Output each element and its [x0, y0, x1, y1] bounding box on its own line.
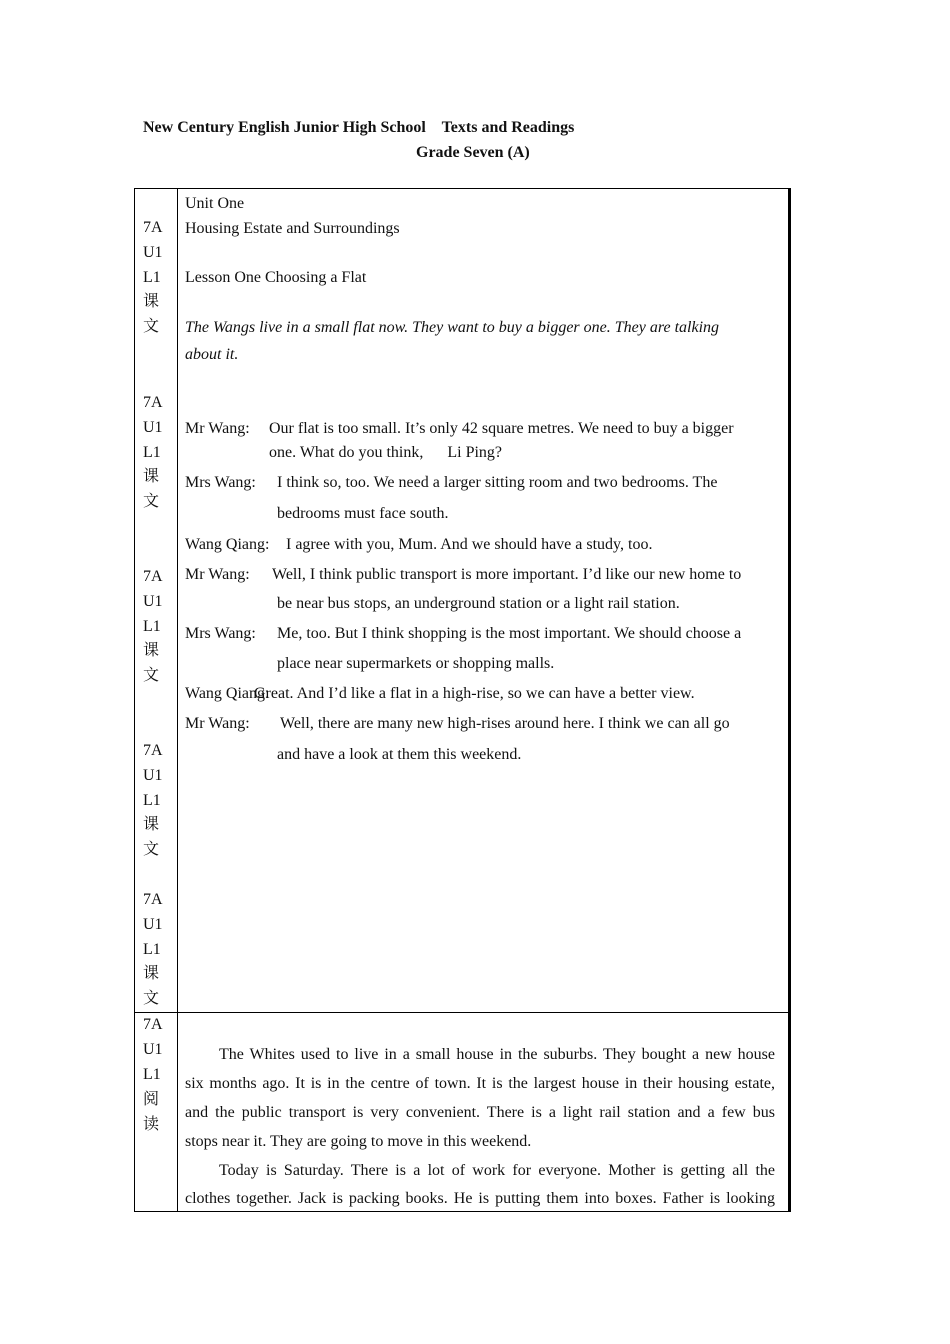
row-label: 7A	[143, 568, 163, 585]
row-label: U1	[143, 418, 163, 436]
reading-line: and the public transport is very convenient. There is a light rail station and a few bus	[185, 1104, 775, 1121]
table-border-left	[134, 188, 135, 1212]
dialogue-line: bedrooms must face south.	[277, 505, 449, 522]
document-subtitle: Grade Seven (A)	[416, 144, 530, 161]
dialogue-line: one. What do you think, Li Ping?	[269, 444, 503, 461]
speaker-label: Mr Wang:	[185, 566, 250, 583]
table-border-right	[788, 188, 791, 1212]
row-label: L1	[143, 1066, 161, 1083]
row-label: L1	[143, 617, 161, 635]
row-label: 课	[143, 642, 160, 660]
intro-line: about it.	[185, 346, 239, 363]
row-label: 文	[143, 667, 160, 685]
row-label: 7A	[143, 742, 163, 759]
row-label: 文	[143, 841, 160, 859]
row-label: 文	[143, 990, 160, 1008]
speaker-label: Wang Qiang:	[185, 536, 270, 553]
row-label: 课	[143, 293, 160, 311]
table-border-bottom	[134, 1211, 791, 1212]
speaker-label: Mr Wang:	[185, 715, 250, 732]
unit-title: Housing Estate and Surroundings	[185, 220, 400, 237]
row-label: 7A	[143, 1016, 163, 1033]
speaker-label: Mr Wang:	[185, 420, 250, 437]
reading-line: stops near it. They are going to move in this weekend.	[185, 1133, 532, 1150]
row-label: 课	[143, 468, 160, 486]
row-label: L1	[143, 268, 161, 286]
row-label: U1	[143, 766, 163, 784]
row-label: L1	[143, 791, 161, 809]
reading-line: six months ago. It is in the centre of town. It is the largest house in their housing estate,	[185, 1075, 775, 1092]
row-label: 读	[143, 1116, 160, 1133]
row-label: L1	[143, 443, 161, 461]
document-title: New Century English Junior High School Texts and Readings	[143, 119, 575, 136]
row-label: U1	[143, 592, 163, 610]
reading-line: Today is Saturday. There is a lot of work for everyone. Mother is getting all the	[219, 1162, 775, 1179]
dialogue-line: I agree with you, Mum. And we should have a study, too.	[286, 536, 653, 553]
speaker-label: Wang Qiang:	[185, 685, 270, 702]
speaker-label: Mrs Wang:	[185, 474, 256, 491]
row-label: 文	[143, 318, 160, 336]
row-label: U1	[143, 243, 163, 261]
dialogue-line: Our flat is too small. It’s only 42 square metres. We need to buy a bigger	[269, 420, 734, 437]
row-label: L1	[143, 940, 161, 958]
table-row-divider	[134, 1012, 791, 1013]
row-label: 7A	[143, 219, 163, 236]
row-label: U1	[143, 1041, 163, 1058]
dialogue-line: Well, there are many new high-rises around here. I think we can all go	[280, 715, 730, 732]
reading-line: The Whites used to live in a small house in the suburbs. They bought a new house	[219, 1046, 775, 1063]
row-label: 课	[143, 816, 160, 834]
row-label: 7A	[143, 891, 163, 908]
dialogue-line: Great. And I’d like a flat in a high-rise, so we can have a better view.	[254, 685, 695, 702]
row-label: 课	[143, 965, 160, 983]
row-label: 文	[143, 493, 160, 511]
unit-heading: Unit One	[185, 195, 245, 212]
reading-line: clothes together. Jack is packing books. He is putting them into boxes. Father is looking	[185, 1190, 775, 1207]
row-label: 7A	[143, 394, 163, 411]
row-label: U1	[143, 915, 163, 933]
row-label: 阅	[143, 1091, 160, 1108]
speaker-label: Mrs Wang:	[185, 625, 256, 642]
intro-line: The Wangs live in a small flat now. They want to buy a bigger one. They are talking	[185, 319, 720, 336]
table-border-top	[134, 188, 791, 189]
dialogue-line: and have a look at them this weekend.	[277, 746, 522, 763]
dialogue-line: be near bus stops, an underground station or a light rail station.	[277, 595, 680, 612]
dialogue-line: Me, too. But I think shopping is the most important. We should choose a	[277, 625, 742, 642]
dialogue-line: I think so, too. We need a larger sitting room and two bedrooms. The	[277, 474, 718, 491]
dialogue-line: Well, I think public transport is more important. I’d like our new home to	[272, 566, 742, 583]
lesson-title: Lesson One Choosing a Flat	[185, 269, 367, 286]
dialogue-line: place near supermarkets or shopping malls.	[277, 655, 555, 672]
table-column-divider	[177, 188, 178, 1212]
